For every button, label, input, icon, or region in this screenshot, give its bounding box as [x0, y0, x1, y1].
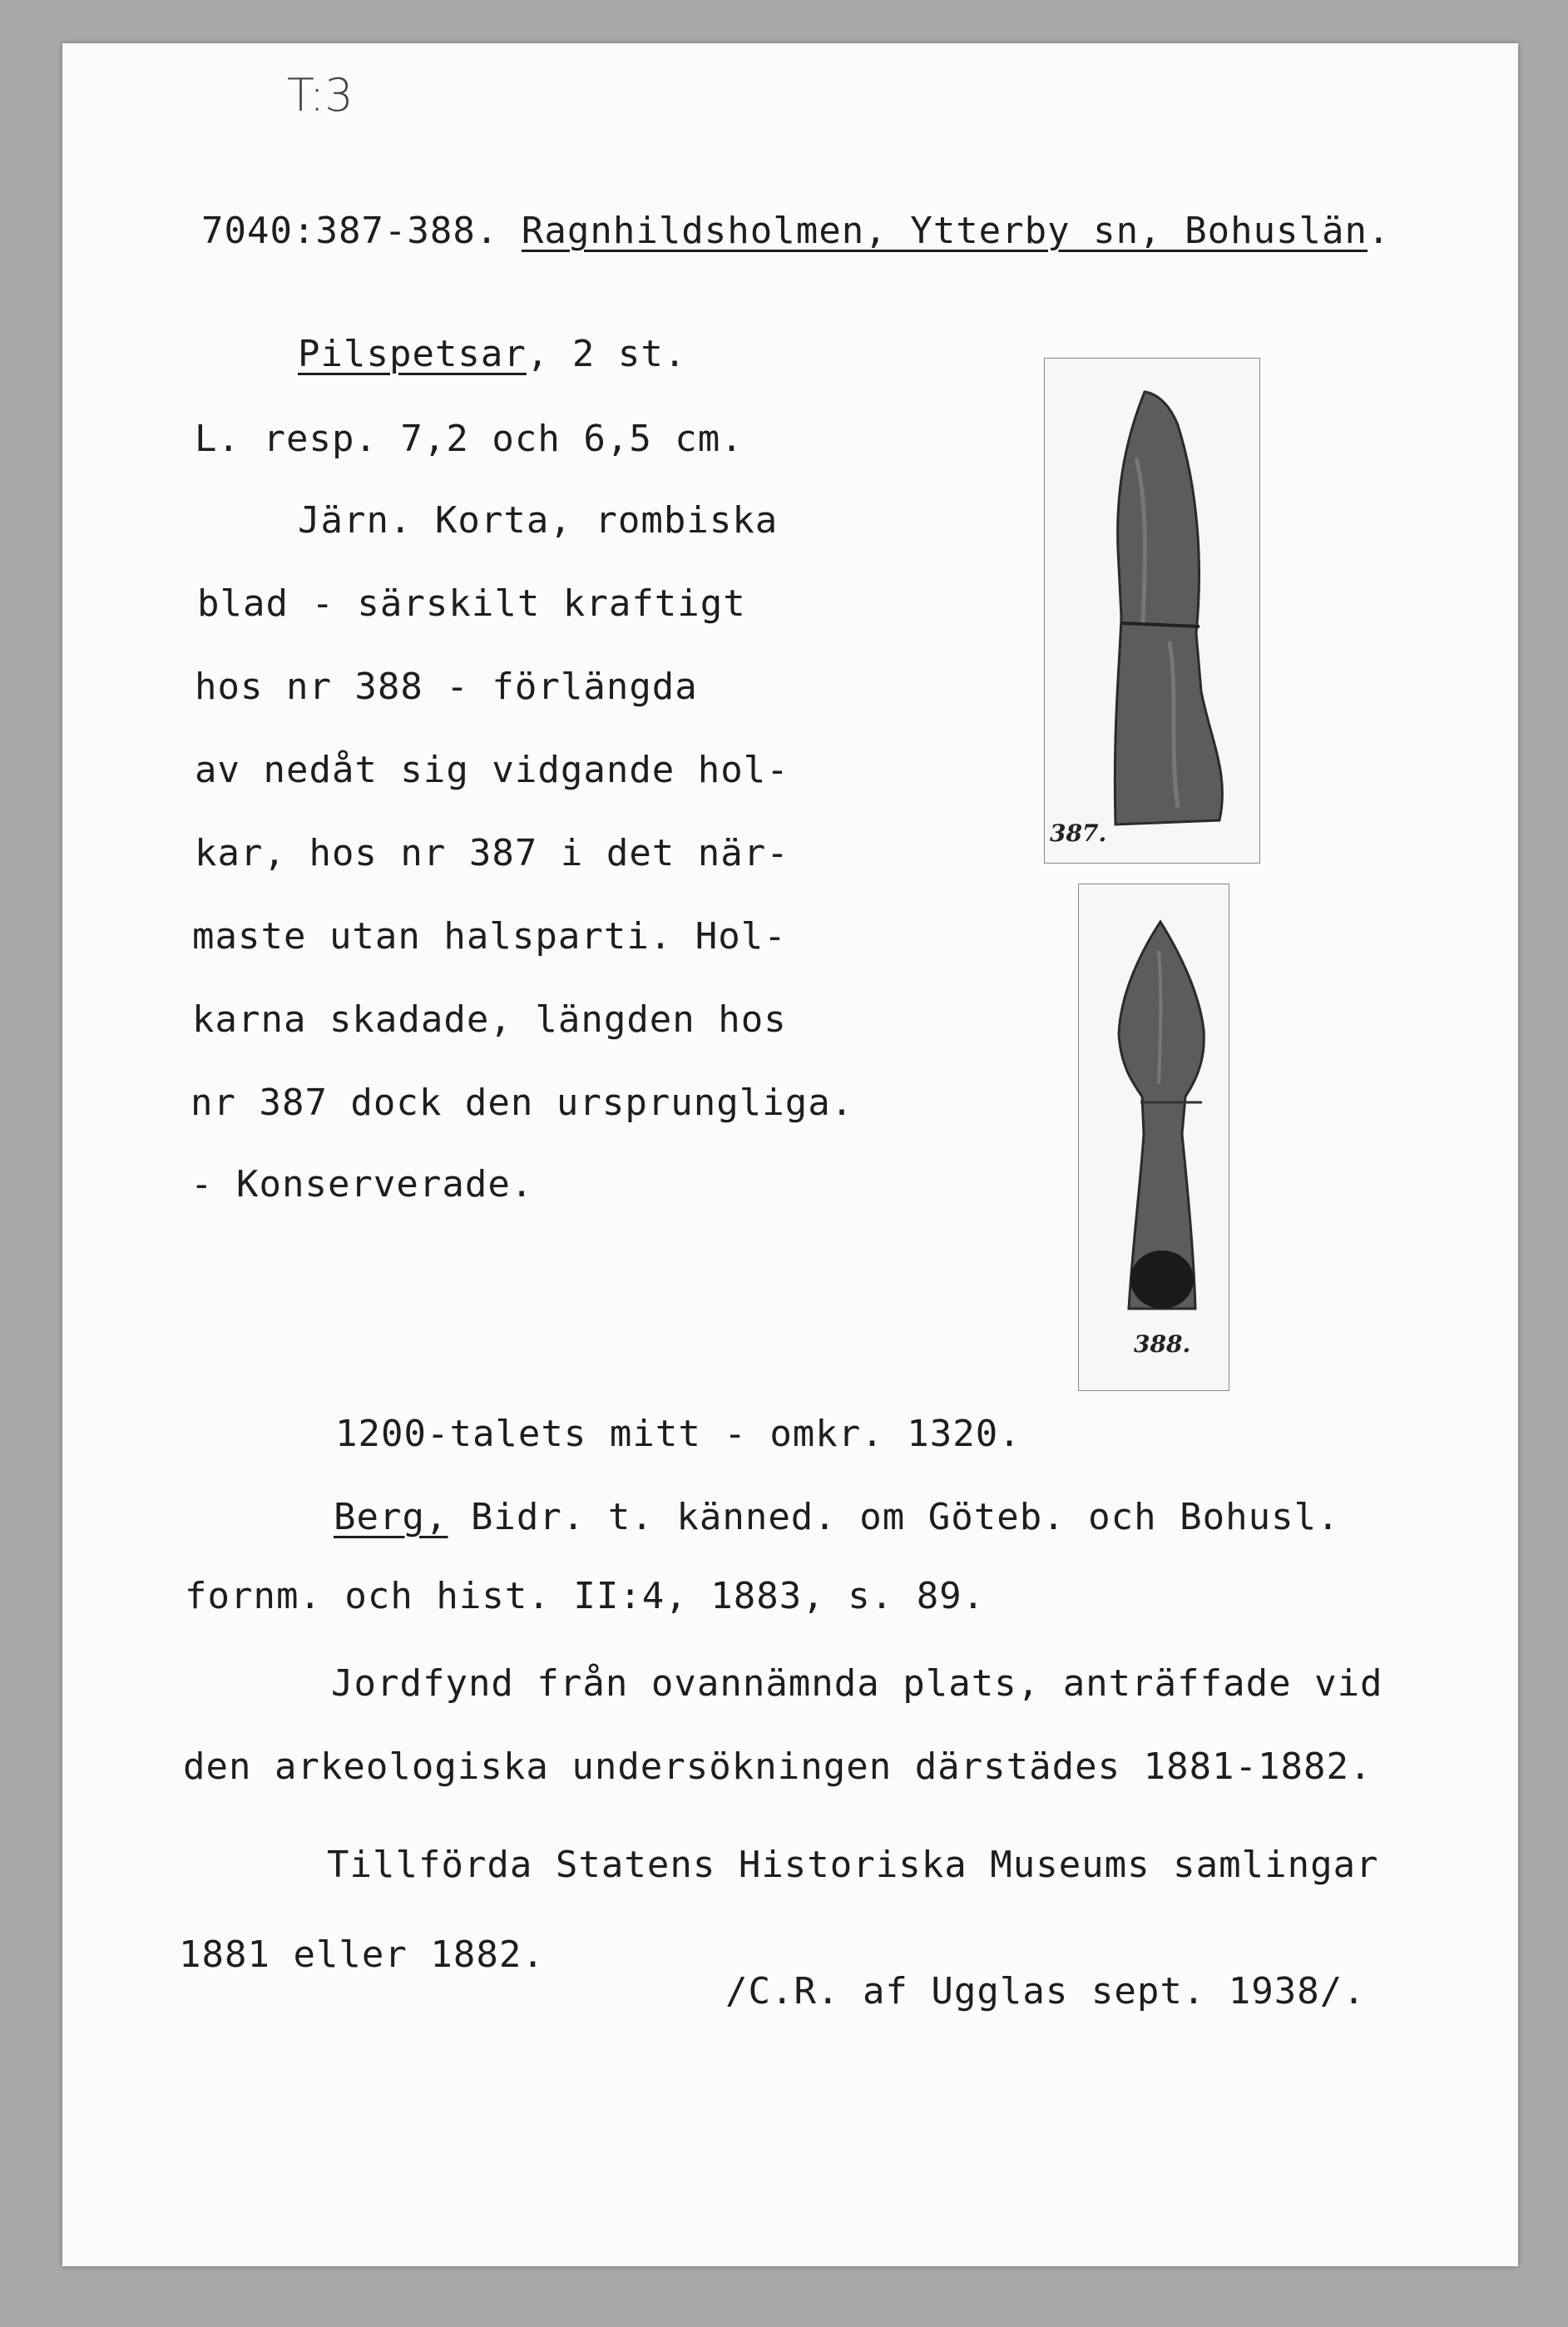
arrowhead-388-image — [1079, 884, 1229, 1390]
find-circumstances: Jordfynd från ovannämnda plats, anträffade vid — [331, 1662, 1383, 1705]
description-line: Järn. Korta, rombiska — [298, 499, 779, 542]
reference-line-2: fornm. och hist. II:4, 1883, s. 89. — [185, 1575, 986, 1617]
description-line: nr 387 dock den ursprungliga. — [190, 1082, 854, 1124]
description-line: maste utan halsparti. Hol- — [192, 915, 787, 958]
description-line: - Konserverade. — [190, 1163, 534, 1206]
object-line — [298, 333, 687, 375]
reference-title: Bidr. t. känned. om Göteb. och Bohusl. — [448, 1496, 1340, 1538]
dating: 1200-talets mitt - omkr. 1320. — [335, 1413, 1021, 1455]
description-line: hos nr 388 - förlängda — [195, 666, 698, 708]
acquisition: 1881 eller 1882. — [179, 1933, 545, 1976]
description-line: blad - särskilt kraftigt — [197, 582, 746, 625]
description-line: karna skadade, längden hos — [192, 998, 787, 1041]
find-location: Ragnhildsholmen, Ytterby sn, Bohuslän — [521, 210, 1368, 252]
arrowhead-photo-387 — [1044, 358, 1260, 864]
reference-author: Berg, — [334, 1496, 448, 1538]
arrowhead-387-image — [1045, 359, 1259, 863]
arrowhead-photo-388 — [1078, 884, 1229, 1391]
description-line: kar, hos nr 387 i det när- — [195, 832, 789, 874]
arrowhead-387-shape — [1115, 392, 1222, 824]
find-circumstances: den arkeologiska undersökningen därstädes 1881-1882. — [183, 1745, 1373, 1788]
description-line: L. resp. 7,2 och 6,5 cm. — [195, 418, 744, 460]
description-line: av nedåt sig vidgande hol- — [195, 749, 789, 791]
inventory-number: 7040:387-388. — [201, 210, 499, 252]
acquisition: Tillförda Statens Historiska Museums samlingar — [327, 1844, 1379, 1886]
catalog-card — [62, 43, 1518, 2266]
photo-label-387: 387. — [1050, 819, 1107, 847]
object-count: , 2 st. — [526, 333, 687, 375]
location-period: . — [1368, 210, 1391, 252]
photo-label-388: 388. — [1134, 1330, 1191, 1358]
object-name: Pilspetsar — [298, 333, 527, 375]
reference-line — [334, 1496, 1340, 1538]
catalog-mark: T:3 — [287, 69, 354, 121]
signature: /C.R. af Ugglas sept. 1938/. — [725, 1970, 1366, 2013]
header-line — [201, 210, 1391, 252]
